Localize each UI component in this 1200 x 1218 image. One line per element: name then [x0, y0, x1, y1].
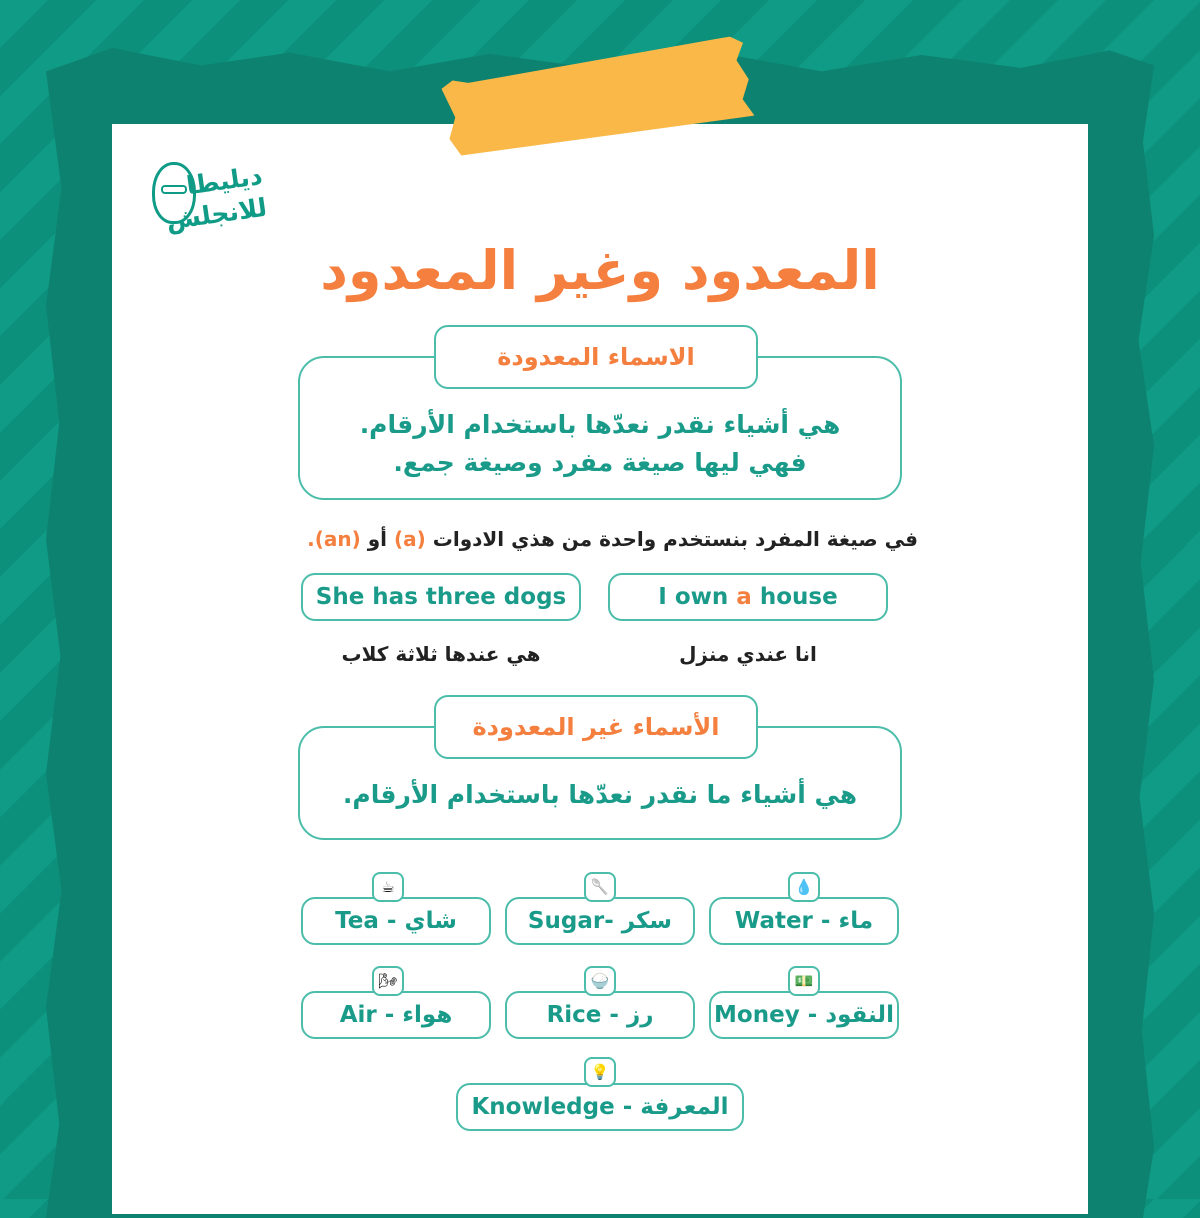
countable-definition: هي أشياء نقدر نعدّها باستخدام الأرقام. فهي ليها صيغة مفرد وصيغة جمع. — [359, 410, 841, 477]
logo-text: ديليطا للانجلش — [164, 160, 269, 236]
sugar-spoon-icon: 🥄 — [584, 872, 616, 902]
lightbulb-icon: 💡 — [584, 1057, 616, 1087]
word-pill-knowledge: Knowledge - المعرفة — [456, 1083, 744, 1131]
uncountable-label: الأسماء غير المعدودة — [434, 695, 758, 759]
wind-icon: 🌬 — [372, 966, 404, 996]
example-pill-house: I own a house — [608, 573, 888, 621]
word-pill-air: Air - هواء — [301, 991, 491, 1039]
example-translation-house: انا عندي منزل — [679, 642, 817, 666]
word-pill-rice: Rice - رز — [505, 991, 695, 1039]
word-pill-sugar: Sugar- سكر — [505, 897, 695, 945]
word-pill-tea: Tea - شاي — [301, 897, 491, 945]
page-title: المعدود وغير المعدود — [320, 239, 880, 302]
example-pill-dogs: She has three dogs — [301, 573, 581, 621]
money-icon: 💵 — [788, 966, 820, 996]
tea-cup-icon: ☕ — [372, 872, 404, 902]
articles-note: في صيغة المفرد بنستخدم واحدة من هذي الادوات (a) أو (an). — [307, 527, 918, 551]
countable-label: الاسماء المعدودة — [434, 325, 758, 389]
brand-logo — [148, 160, 269, 242]
rice-bowl-icon: 🍚 — [584, 966, 616, 996]
water-icon: 💧 — [788, 872, 820, 902]
word-pill-water: Water - ماء — [709, 897, 899, 945]
uncountable-definition: هي أشياء ما نقدر نعدّها باستخدام الأرقام. — [342, 780, 858, 809]
word-pill-money: Money - النقود — [709, 991, 899, 1039]
example-translation-dogs: هي عندها ثلاثة كلاب — [341, 642, 541, 666]
